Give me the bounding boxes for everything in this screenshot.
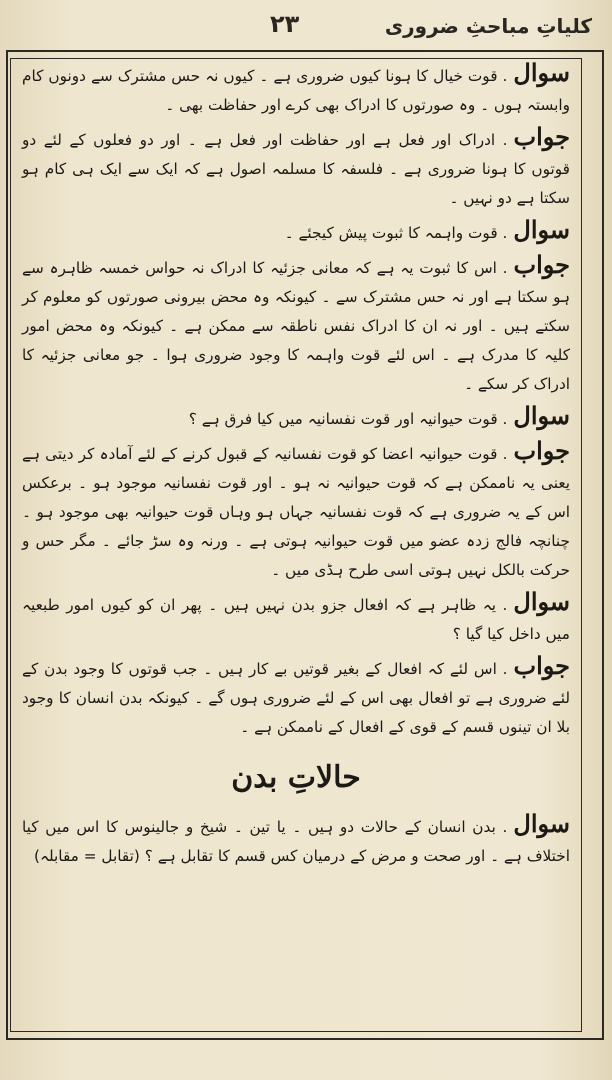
question-text: . قوت واہمہ کا ثبوت پیش کیجئے ۔ — [284, 224, 508, 242]
question-text: . یہ ظاہر ہے کہ افعال جزو بدن نہیں ہیں ۔ پھر ان کو کیوں امور طبعیہ میں داخل کیا گیا ؟ — [22, 596, 570, 643]
answer-1 — [22, 122, 570, 213]
answer-3 — [22, 436, 570, 585]
answer-label: جواب — [513, 122, 570, 151]
answer-text: . اس کا ثبوت یہ ہے کہ معانی جزئیہ کا ادراک نہ حواس خمسہ ظاہرہ سے ہو سکتا ہے اور نہ حس مشترک سے ۔ کیونکہ وہ محض بیرونی صورتوں کو معلوم کر سکتے ہیں ۔ اور نہ ان کا ادراک نفس ناطقہ سے ممکن ہے ۔ کیونکہ وہ محض امور کلیہ کا مدرک ہے ۔ اس لئے قوت واہمہ کا وجود ضروری ہوا ۔ جو معانی جزئیہ کا ادراک کر سکے ۔ — [22, 259, 570, 393]
running-title: کلیاتِ مباحثِ ضروری — [384, 14, 592, 38]
answer-text: . اس لئے کہ افعال کے بغیر قوتیں بے کار ہیں ۔ جب قوتوں کا وجود بدن کے لئے ضروری ہے تو افعال بھی اس کے لئے ضروری ہوں گے ۔ کیونکہ بدن انسان کا وجود بلا ان تینوں قسم کے قوی کے افعال کے ناممکن ہے ۔ — [22, 660, 570, 736]
answer-2 — [22, 250, 570, 399]
question-text: . قوت حیوانیہ اور قوت نفسانیہ میں کیا فرق ہے ؟ — [188, 410, 508, 428]
question-label: سوال — [513, 809, 570, 838]
question-text: . قوت خیال کا ہونا کیوں ضروری ہے ۔ کیوں نہ حس مشترک سے دونوں کام وابستہ ہوں ۔ وہ صورتوں کا ادراک بھی کرے اور حفاظت بھی ۔ — [22, 67, 570, 114]
question-5 — [22, 809, 570, 871]
answer-4 — [22, 651, 570, 742]
page-number: ۲۳ — [270, 10, 300, 38]
answer-label: جواب — [513, 250, 570, 279]
answer-label: جواب — [513, 436, 570, 465]
question-label: سوال — [513, 587, 570, 616]
question-2 — [22, 215, 570, 248]
answer-text: . ادراک اور فعل ہے اور حفاظت اور فعل ہے ۔ اور دو فعلوں کے لئے دو قوتوں کا ہونا ضروری ہے ۔ فلسفہ کا مسلمہ اصول ہے کہ ایک سے ایک ہی کام ہو سکتا ہے دو نہیں ۔ — [22, 131, 570, 207]
answer-label: جواب — [513, 651, 570, 680]
question-label: سوال — [513, 215, 570, 244]
question-1 — [22, 58, 570, 120]
question-label: سوال — [513, 401, 570, 430]
section-heading: حالاتِ بدن — [231, 760, 361, 795]
answer-text: . قوت حیوانیہ اعضا کو قوت نفسانیہ کے قبول کرنے کے لئے آمادہ کر دیتی ہے یعنی یہ ناممکن ہے کہ قوت حیوانیہ نہ ہو ۔ اور قوت نفسانیہ موجود ہو ۔ برعکس اس کے یہ ضروری ہے کہ قوت نفسانیہ جہاں ہو وہاں قوت حیوانیہ بھی موجود ہو ۔ چنانچہ فالج زدہ عضو میں قوت حیوانیہ ہوتی ہے ۔ ورنہ وہ سڑ جائے ۔ مگر حس و حرکت بالکل نہیں ہوتی اسی طرح ہڈی میں ۔ — [22, 445, 570, 579]
page-header — [0, 8, 612, 48]
question-text: . بدن انسان کے حالات دو ہیں ۔ یا تین ۔ شیخ و جالینوس کا اس میں کیا اختلاف ہے ۔ اور صحت و مرض کے درمیان کس قسم کا تقابل ہے ؟ (تقابل = مقابلہ) — [22, 818, 570, 865]
question-4 — [22, 587, 570, 649]
question-3 — [22, 401, 570, 434]
question-label: سوال — [513, 58, 570, 87]
page-body — [22, 58, 570, 873]
